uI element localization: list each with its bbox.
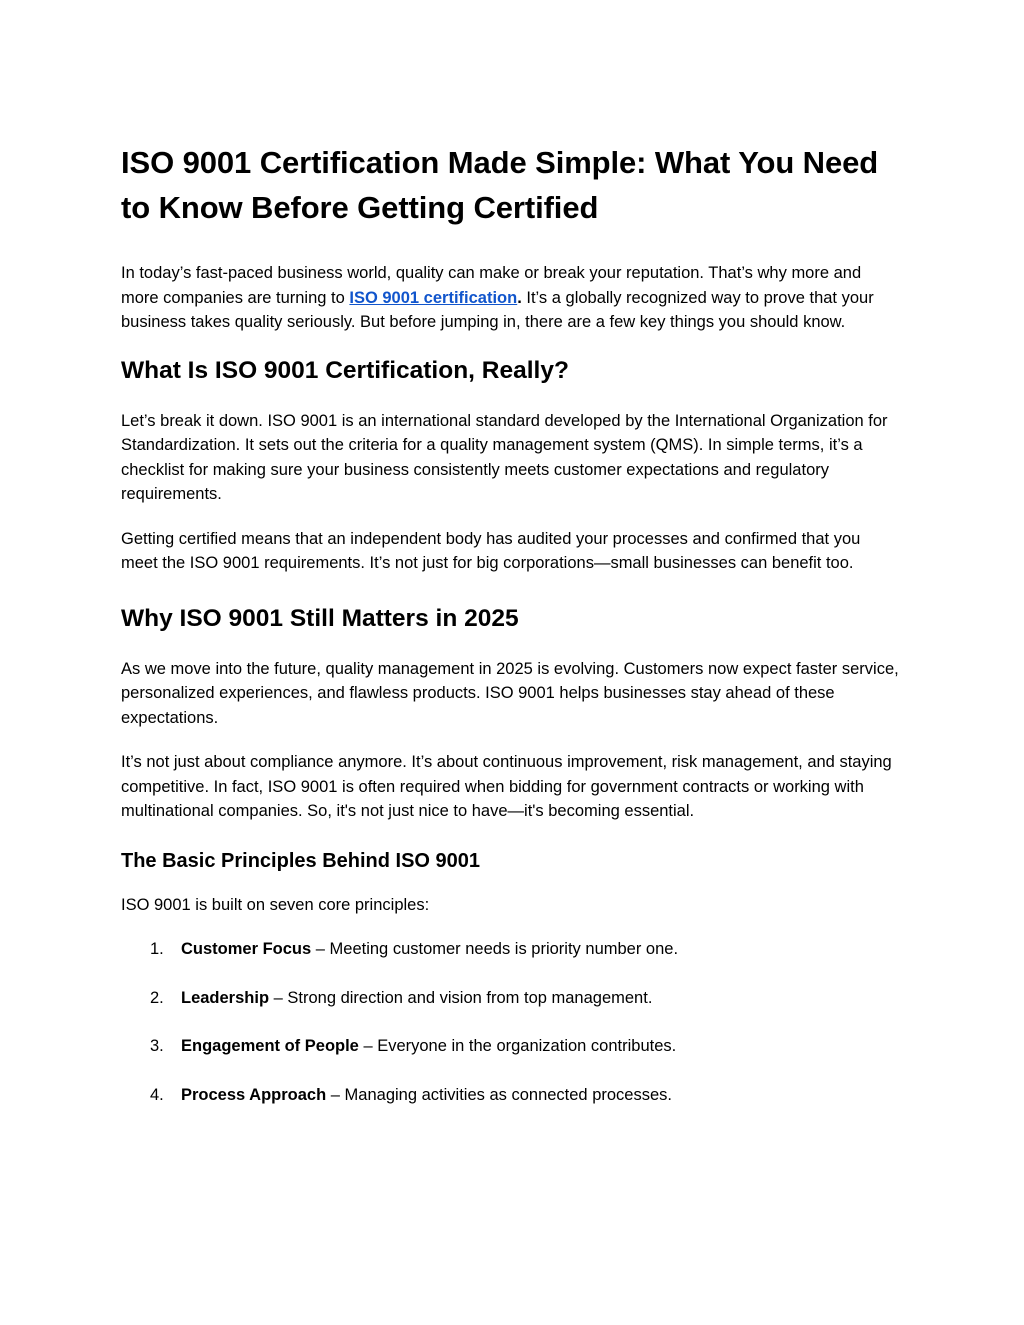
list-item-term: Customer Focus xyxy=(181,940,312,958)
intro-paragraph xyxy=(121,261,901,335)
list-item-term: Engagement of People xyxy=(181,1037,359,1055)
list-item-number: 4. xyxy=(150,1085,164,1104)
section-why-paragraph-1: As we move into the future, quality management in 2025 is evolving. Customers now expect faster service, personalized experiences, and flawless products. ISO 9001 helps businesses stay ahead of these expectations. xyxy=(121,659,899,727)
list-item xyxy=(121,1083,901,1108)
list-item-number: 2. xyxy=(150,988,164,1007)
section-heading-principles: The Basic Principles Behind ISO 9001 xyxy=(121,849,481,872)
list-item-term: Leadership xyxy=(181,988,270,1007)
list-item-number: 3. xyxy=(150,1037,164,1055)
list-item xyxy=(121,937,901,962)
iso-9001-certification-link[interactable]: ISO 9001 certification xyxy=(349,288,518,307)
section-heading-what-is: What Is ISO 9001 Certification, Really? xyxy=(121,356,569,384)
section-why-paragraph-2: It’s not just about compliance anymore. It’s about continuous improvement, risk management, and staying competitive. In fact, ISO 9001 is often required when bidding for government contracts or working with multinational companies. So, it's not just nice to have—it's becoming essential. xyxy=(121,753,892,820)
list-item-number: 1. xyxy=(150,940,164,958)
intro-text-before-link: In today’s fast-paced business world, quality can make or break your reputation. That’s why more and more companies are turning to xyxy=(121,264,862,307)
document-title: ISO 9001 Certification Made Simple: What You Need to Know Before Getting Certified xyxy=(121,145,879,225)
section-heading-why-matters: Why ISO 9001 Still Matters in 2025 xyxy=(121,604,519,632)
list-item-description: – Everyone in the organization contributes. xyxy=(358,1037,677,1055)
list-item-description: – Strong direction and vision from top management. xyxy=(269,988,653,1007)
section-what-is-paragraph-1: Let’s break it down. ISO 9001 is an international standard developed by the International Organization for Standardization. It sets out the criteria for a quality management system (QMS). In simple terms, it’s a checklist for making sure your business consistently meets customer expectations and regulatory requirements. xyxy=(121,411,888,503)
list-item-description: – Managing activities as connected processes. xyxy=(326,1085,672,1104)
document-page xyxy=(121,140,901,1131)
intro-period: . xyxy=(517,288,522,307)
principles-list xyxy=(121,937,901,1107)
list-item xyxy=(121,986,901,1011)
list-item xyxy=(121,1034,901,1059)
intro-text-after-link: It’s a globally recognized way to prove that your business takes quality seriously. But before jumping in, there are a few key things you should know. xyxy=(121,288,874,331)
list-item-description: – Meeting customer needs is priority number one. xyxy=(311,940,679,958)
section-what-is-paragraph-2: Getting certified means that an independent body has audited your processes and confirmed that you meet the ISO 9001 requirements. It’s not just for big corporations—small businesses can benefit too. xyxy=(121,529,861,572)
principles-intro: ISO 9001 is built on seven core principles: xyxy=(121,895,430,914)
list-item-term: Process Approach xyxy=(181,1085,327,1104)
